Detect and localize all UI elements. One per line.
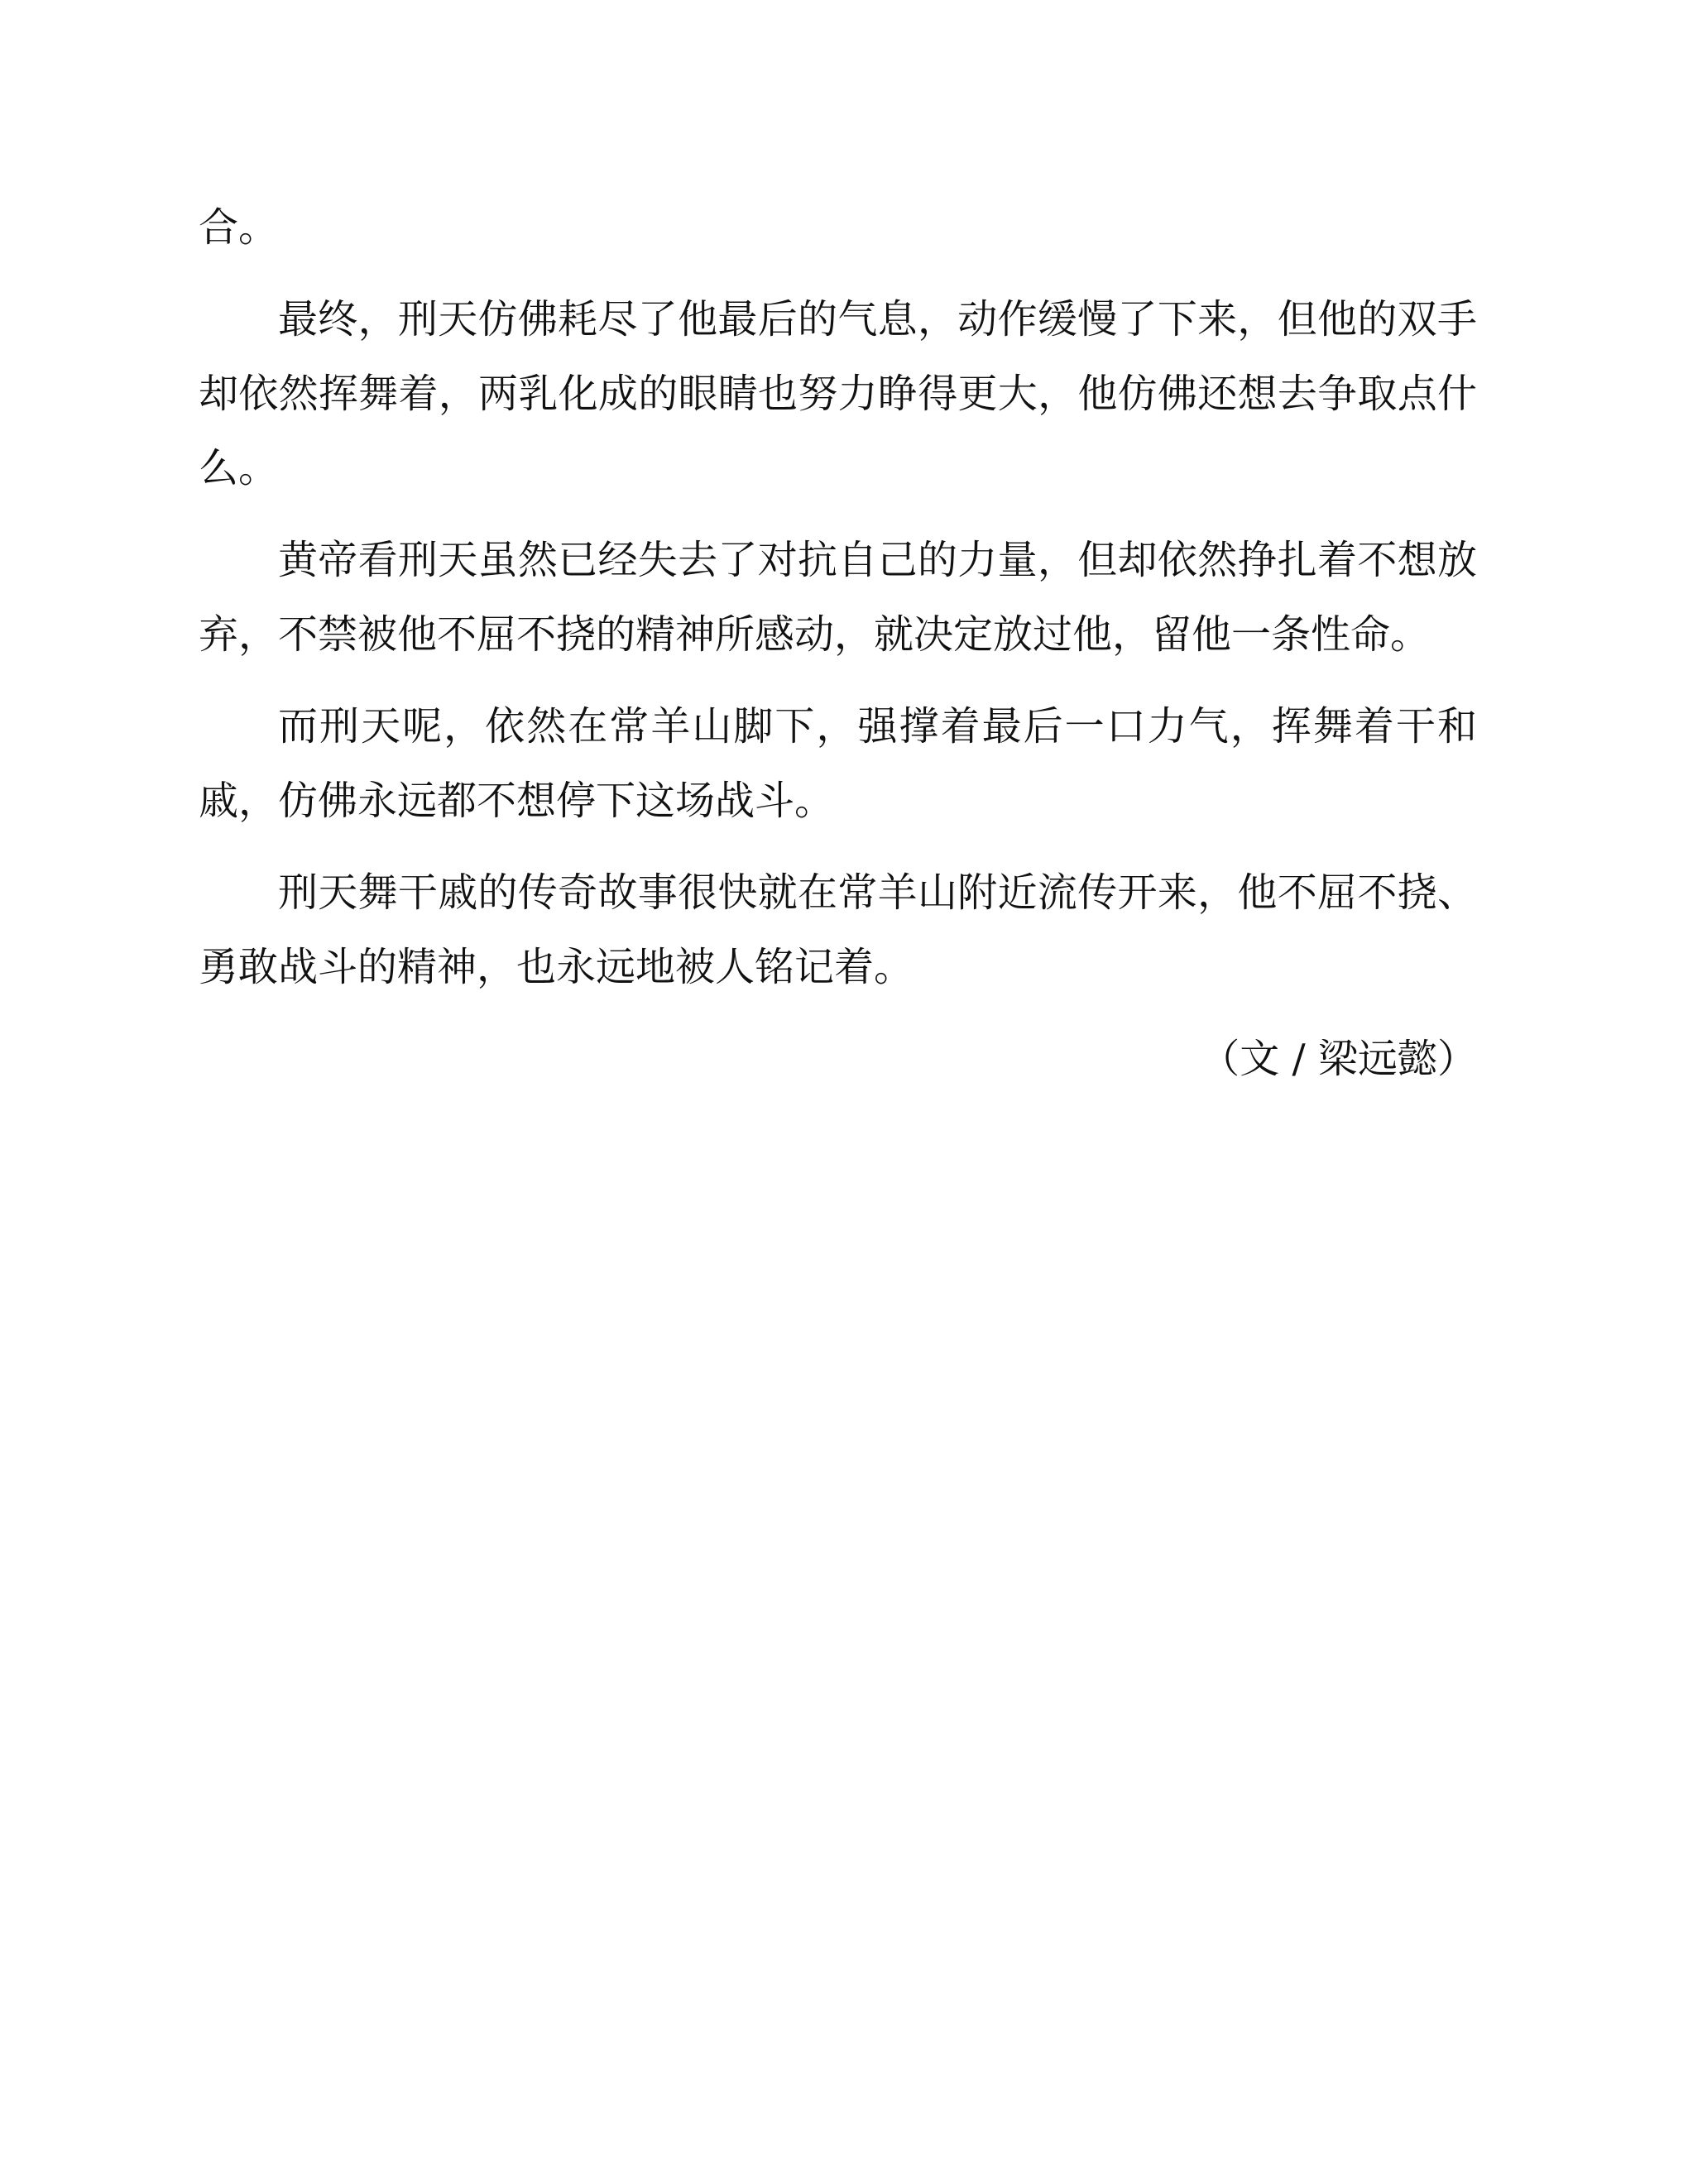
author-byline: （文 / 梁远懿） [1200, 1036, 1477, 1082]
paragraph-continuation: 合。 [199, 204, 279, 251]
paragraph-legend-spreads: 刑天舞干戚的传奇故事很快就在常羊山附近流传开来，他不屈不挠、勇敢战斗的精神，也永远地被人铭记着。 [199, 869, 1477, 990]
paragraph-huangdi-spares: 黄帝看刑天虽然已经失去了对抗自己的力量，但却依然挣扎着不想放弃，不禁被他不屈不挠的精神所感动，就决定放过他，留他一条性命。 [199, 537, 1477, 658]
article-body [199, 190, 1477, 1096]
paragraph-xingtian-fights-on: 而刑天呢，依然在常羊山脚下，强撑着最后一口力气，挥舞着干和戚，仿佛永远都不想停下这场战斗。 [199, 703, 1477, 824]
paragraph-xingtian-exhausted: 最终，刑天仿佛耗尽了他最后的气息，动作缓慢了下来，但他的双手却依然挥舞着，两乳化成的眼睛也努力睁得更大，他仿佛还想去争取点什么。 [199, 296, 1477, 491]
